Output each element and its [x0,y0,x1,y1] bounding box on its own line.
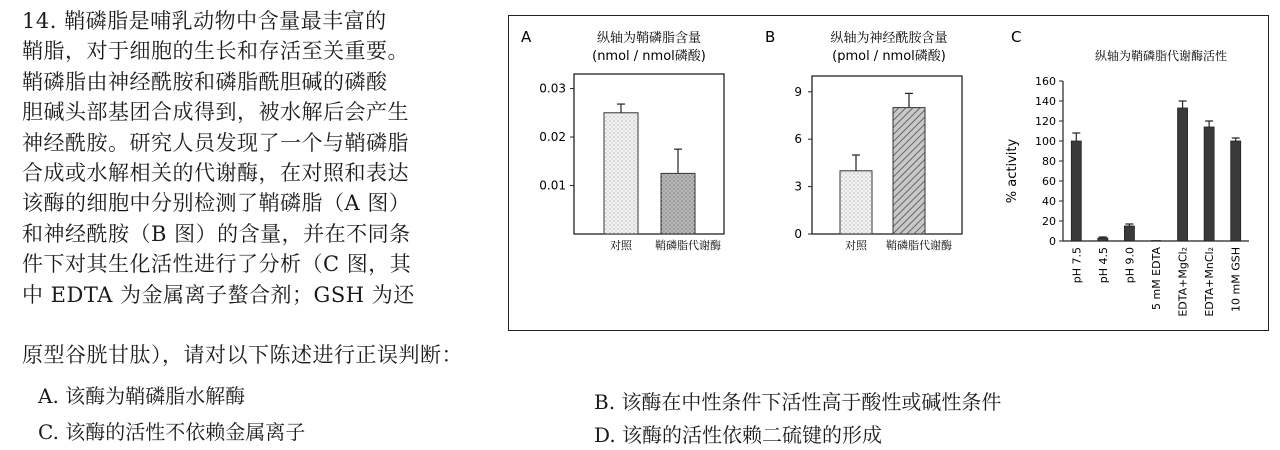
panel-c-category-label: 5 mM EDTA [1150,247,1163,311]
panel-c-category-label: pH 9.0 [1123,247,1137,284]
panel-c-bar [1204,127,1214,241]
panel-c-bar [1071,141,1081,241]
panel-c-ytick-label: 140 [1035,95,1056,108]
panel-b-ytick-label: 3 [794,179,802,194]
panel-a-bar [661,173,695,234]
option-d: D. 该酶的活性依赖二硫键的形成 [594,423,883,447]
panel-a-ytick-label: 0.02 [539,130,566,145]
option-b: B. 该酶在中性条件下活性高于酸性或碱性条件 [594,390,1002,414]
panel-b-ytick-label: 6 [794,132,802,147]
panel-c-plot [1035,75,1249,317]
panel-a-category-label: 对照 [610,239,632,252]
panel-c-category-label: pH 7.5 [1070,247,1084,284]
panel-b-bar [840,171,872,234]
question-line: 中 EDTA 为金属离子螯合剂；GSH 为还 [22,282,415,307]
panel-c-category-label: 10 mM GSH [1229,247,1243,312]
panel-c-bar [1098,238,1108,241]
panel-a-letter: A [521,28,532,46]
question-line: 鞘磷脂由神经酰胺和磷脂酰胆碱的磷酸 [22,69,388,94]
option-a: A. 该酶为鞘磷脂水解酶 [38,384,246,408]
panel-c-category-label: pH 4.5 [1096,247,1110,284]
figure-panel [508,15,1269,331]
panel-a-bar [604,113,638,234]
panel-c-category-label: EDTA+MnCl₂ [1203,247,1217,317]
panel-c-bar [1231,141,1241,241]
figure-svg [509,16,1268,330]
panel-b-subtitle: (pmol / nmol磷酸) [832,49,946,64]
question-line: 胆碱头部基团合成得到，被水解后会产生 [22,100,409,125]
panel-c-ylabel: % activity [1005,138,1020,204]
panel-b-ytick-label: 9 [794,84,802,99]
question-stem [22,6,502,310]
panel-c-title: 纵轴为鞘磷脂代谢酶活性 [1094,49,1228,63]
panel-c-ytick-label: 120 [1035,115,1056,128]
panel-c-letter: C [1011,28,1022,46]
panel-a-category-label: 鞘磷脂代谢酶 [655,239,721,252]
panel-c-ytick-label: 60 [1042,175,1056,188]
panel-b-bar [893,108,925,234]
panel-c-ytick-label: 80 [1042,155,1056,168]
panel-c-bar [1124,226,1134,241]
panel-b-title: 纵轴为神经酰胺含量 [830,31,948,46]
panel-a-title: 纵轴为鞘磷脂含量 [596,31,702,46]
panel-c-category-label: EDTA+MgCl₂ [1176,247,1190,317]
panel-a-frame [574,74,724,234]
question-line: 和神经酰胺（B 图）的含量，并在不同条 [22,221,411,246]
panel-c-ytick-label: 40 [1042,195,1056,208]
question-line: 合成或水解相关的代谢酶，在对照和表达 [22,160,409,185]
question-line: 神经酰胺。研究人员发现了一个与鞘磷脂 [22,130,409,155]
panel-a-subtitle: (nmol / nmol磷酸) [592,49,706,64]
panel-c-ytick-label: 0 [1049,235,1056,248]
question-line: 14. 鞘磷脂是哺乳动物中含量最丰富的 [22,9,387,33]
question-line: 该酶的细胞中分别检测了鞘磷脂（A 图） [22,191,411,216]
panel-a-ytick-label: 0.01 [539,178,566,193]
panel-b-category-label: 鞘磷脂代谢酶 [886,239,952,252]
option-c: C. 该酶的活性不依赖金属离子 [38,420,306,444]
panel-c-bar [1178,108,1188,241]
panel-b-category-label: 对照 [845,239,867,252]
question-line: 鞘脂，对于细胞的生长和存活至关重要。 [22,39,409,64]
panel-c-ytick-label: 100 [1035,135,1056,148]
panel-b-frame [812,76,962,234]
panel-c-ytick-label: 160 [1035,75,1056,88]
panel-c-bar [1151,240,1161,241]
panel-a-ytick-label: 0.03 [539,81,566,96]
question-last-line: 原型谷胱甘肽），请对以下陈述进行正误判断： [22,343,463,367]
panel-b-ytick-label: 0 [794,227,802,241]
question-line: 件下对其生化活性进行了分析（C 图，其 [22,252,412,277]
panel-b-letter: B [765,28,776,46]
panel-b-plot [794,85,952,252]
panel-a-plot [539,82,721,252]
panel-c-ytick-label: 20 [1042,215,1056,228]
